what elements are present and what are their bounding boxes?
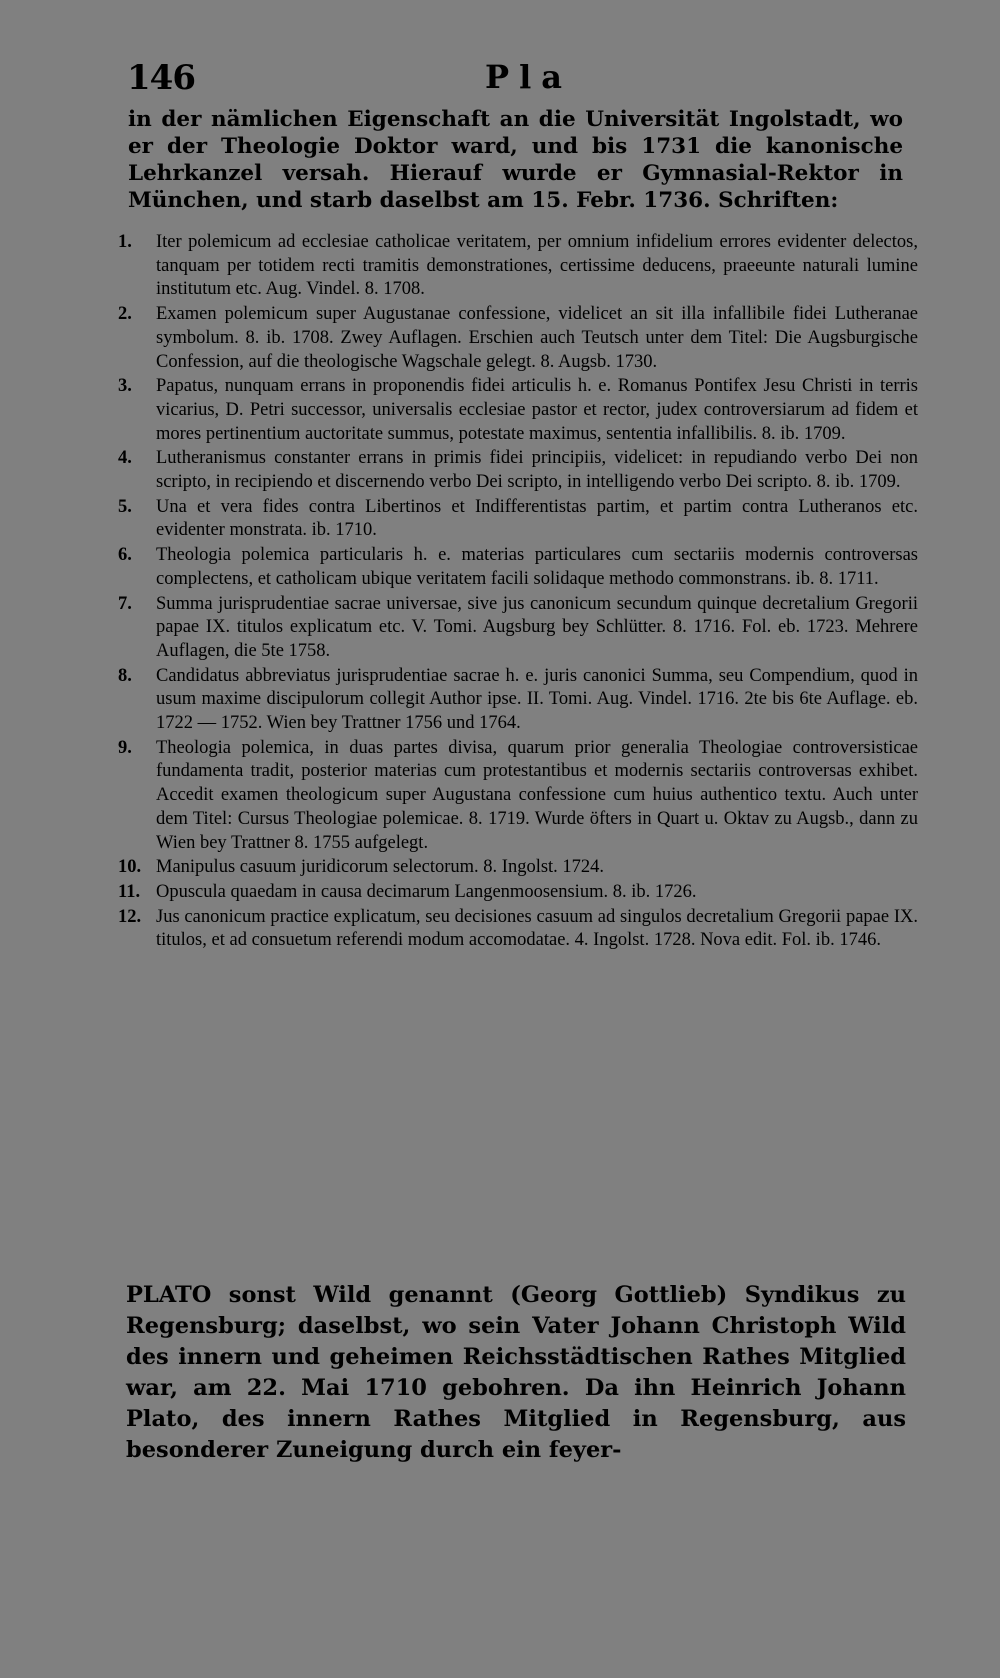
- entry-text: Theologia polemica, in duas partes divisa, quarum prior generalia Theologiae controversisticae fundamenta tradit, posterior materias cum protestantibus et modernis sectariis controversas exhibet. Accedit examen theologicum super Augustana confessione cum huius authentico textu. Auch unter dem Titel: Cursus Theologiae polemicae. 8. 1719. Wurde öfters in Quart u. Oktav zu Augsb., dann zu Wien bey Trattner 8. 1755 aufgelegt.: [156, 737, 918, 853]
- entry-text: Una et vera fides contra Libertinos et Indifferentistas partim, et partim contra Lutheranos etc. evidenter monstrata. ib. 1710.: [156, 496, 918, 541]
- list-item: [118, 447, 918, 494]
- entry-text: Manipulus casuum juridicorum selectorum. 8. Ingolst. 1724.: [156, 857, 605, 878]
- entry-text: Examen polemicum super Augustanae confessione, videlicet an sit illa infallibile fidei Lutheranae symbolum. 8. ib. 1708. Zwey Auflagen. Erschien auch Teutsch unter dem Titel: Die Augsburgische Confession, auf die theologische Wagschale gelegt. 8. Augsb. 1730.: [156, 304, 918, 372]
- entry-number: 12.: [118, 906, 142, 927]
- entry-number: 2.: [118, 304, 132, 325]
- entry-text: Theologia polemica particularis h. e. materias particulares cum sectariis modernis controversas complectens, et catholicam ubique veritatem facili solidaque methodo commonstrans. ib. 8. 1711.: [156, 545, 918, 589]
- entry-text: Jus canonicum practice explicatum, seu decisiones casuum ad singulos decretalium Gregorii papae IX. titulos, et ad consuetum referendi modum accomodatae. 4. Ingolst. 1728. Nova edit. Fol. ib. 1746.: [156, 906, 918, 951]
- writings-list: [118, 231, 918, 954]
- list-item: [118, 737, 918, 856]
- entry-number: 4.: [118, 448, 132, 469]
- entry-number: 6.: [118, 545, 132, 566]
- entry-text: Candidatus abbreviatus jurisprudentiae sacrae h. e. juris canonici Summa, seu Compendium, quod in usum maxime discipulorum collegit Author ipse. II. Tomi. Aug. Vindel. 1716. 2te bis 6te Auflage. eb. 1722 — 1752. Wien bey Trattner 1756 und 1764.: [156, 665, 918, 734]
- entry-number: 11.: [118, 881, 141, 902]
- entry-text: Opuscula quaedam in causa decimarum Langenmoosensium. 8. ib. 1726.: [156, 881, 697, 902]
- entry-text: Lutheranismus constanter errans in primis fidei principiis, videlicet: in repudiando verbo Dei non scripto, in recipiendo et discernendo verbo Dei scripto, in intelligendo verbo Dei scripto. 8. ib. 1709.: [156, 448, 918, 493]
- entry-number: 7.: [118, 593, 132, 614]
- list-item: [118, 496, 918, 543]
- intro-paragraph: in der nämlichen Eigenschaft an die Universität Ingolstadt, wo er der Theologie Doktor ward, und bis 1731 die kanonische Lehrkanzel versah. Hierauf wurde er Gymnasial-Rektor in München, und starb daselbst am 15. Febr. 1736. Schriften:: [128, 107, 903, 213]
- entry-text: Summa jurisprudentiae sacrae universae, sive jus canonicum secundum quinque decretalium Gregorii papae IX. titulos explicatum etc. V. Tomi. Augsburg bey Schlütter. 8. 1716. Fol. eb. 1723. Mehrere Auflagen, die 5te 1758.: [156, 593, 918, 661]
- entry-number: 10.: [118, 857, 142, 878]
- page-number: 146: [127, 58, 195, 98]
- list-item: [118, 231, 918, 302]
- list-item: [118, 593, 918, 664]
- entry-number: 1.: [118, 232, 132, 252]
- list-item: [118, 544, 918, 591]
- list-item: [118, 665, 918, 736]
- list-item: [118, 375, 918, 446]
- running-head: Pla: [485, 58, 572, 96]
- plato-entry-paragraph: PLATO sonst Wild genannt (Georg Gottlieb) Syndikus zu Regensburg; daselbst, wo sein Vater Johann Christoph Wild des innern und geheimen Reichsstädtischen Rathes Mitglied war, am 22. Mai 1710 gebohren. Da ihn Heinrich Johann Plato, des innern Rathes Mitglied in Regensburg, aus besonderer Zuneigung durch ein feyer-: [126, 1282, 906, 1463]
- list-item: [118, 303, 918, 374]
- list-item: [118, 881, 918, 905]
- entry-number: 5.: [118, 496, 132, 517]
- entry-number: 8.: [118, 665, 132, 686]
- list-item: [118, 906, 918, 953]
- page-header: [125, 52, 905, 102]
- entry-text: Papatus, nunquam errans in proponendis fidei articulis h. e. Romanus Pontifex Jesu Christi in terris vicarius, D. Petri successor, universalis ecclesiae pastor et rector, judex controversiarum ad fidem et mores pertinentium auctoritate summus, potestate maximus, sententia infallibilis. 8. ib. 1709.: [156, 376, 918, 444]
- entry-number: 3.: [118, 376, 132, 397]
- entry-text: Iter polemicum ad ecclesiae catholicae veritatem, per omnium infidelium errores evidenter delectos, tanquam per totidem recti tramitis demonstrationes, certissime deducens, praeeunte naturali lumine institutum etc. Aug. Vindel. 8. 1708.: [156, 232, 918, 300]
- entry-number: 9.: [118, 737, 132, 758]
- list-item: [118, 856, 918, 880]
